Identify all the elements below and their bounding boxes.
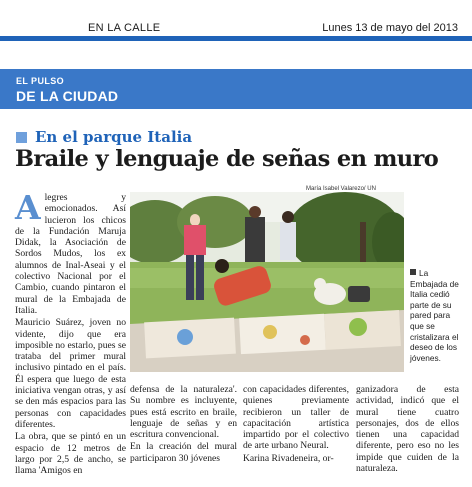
photo-credit: María Isabel Valarezo/ UN (306, 186, 376, 192)
section-name: EN LA CALLE (88, 22, 161, 34)
paragraph (15, 188, 126, 316)
kicker-text: En el parque Italia (35, 128, 193, 146)
band-label-main: DE LA CIUDAD (16, 88, 119, 104)
paragraph: La obra, que se pintó en un espacio de 12 metros de largo por 2,5 de ancho, se llama 'Amigos en (15, 431, 126, 477)
article-column-3 (243, 384, 349, 465)
caption-text: La Embajada de Italia cedió parte de su pared para que se cristalizara el deseo de los jóvenes. (410, 268, 459, 363)
kicker-square-icon (16, 132, 27, 143)
page-header (0, 0, 472, 40)
dropcap: A (15, 188, 41, 227)
article-column-4 (356, 384, 459, 475)
paragraph: defensa de la naturaleza'. Su nombre es incluyente, pues está escrito en braile, lenguaje de señas y en escritura convencional. (130, 384, 237, 441)
photo-illustration (130, 192, 404, 372)
paragraph: ganizadora de esta actividad, indicó que el mural tiene cuatro personajes, dos de ellos tienen una capacidad diferente, pero eso no les impide que cuiden de la naturaleza. (356, 384, 459, 475)
photo-caption (410, 268, 466, 363)
paragraph: Karina Rivadeneira, or- (243, 452, 334, 464)
caption-square-icon (410, 269, 416, 275)
article-column-1 (15, 188, 126, 477)
paragraph: con capacidades diferentes, quienes previamente recibieron un taller de capacitación artística impartido por el colectivo de arte urbano Neural. (243, 384, 349, 452)
paragraph: Mauricio Suárez, joven no vidente, dijo que era imposible no estarlo, pues se trataba del primer mural inclusivo pintado en el país. Él espera que luego de esta iniciativa vengan otras, y así se den más espacios para las personas con capacidades diferentes. (15, 317, 126, 430)
headline: Braile y lenguaje de señas en muro (15, 146, 439, 172)
header-rule (0, 36, 472, 41)
article-photo (130, 192, 404, 372)
article-column-2 (130, 384, 237, 465)
paragraph: En la creación del mural participaron 30 jóvenes (130, 441, 237, 464)
paragraph-text: legres y emocionados. Así lucieron los chicos de la Fundación Maruja Didak, la Asociación de Sordos Mudos, los ex alumnos de Inal-Aseai y el colectivo Nacional por el Cambio, cuando pintaron el mural de la Embajada de Italia. (15, 192, 126, 316)
issue-date: Lunes 13 de mayo del 2013 (322, 22, 458, 34)
band-label-top: EL PULSO (16, 76, 65, 86)
kicker (16, 128, 192, 146)
